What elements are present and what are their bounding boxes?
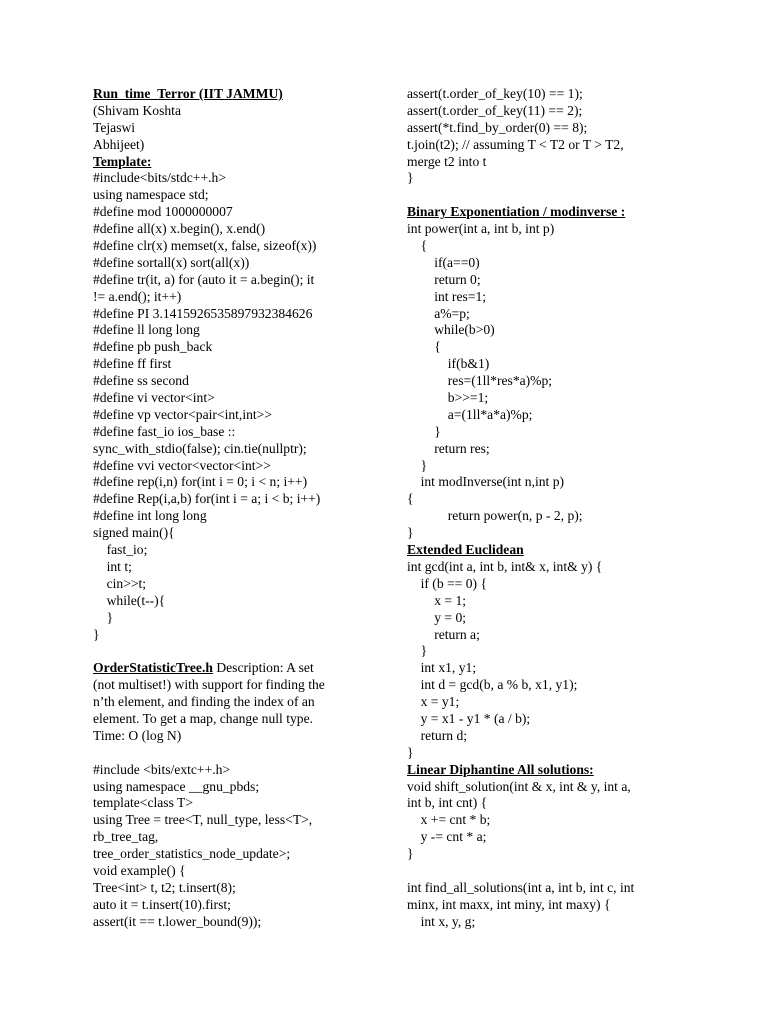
left-line: n’th element, and finding the index of an [93, 694, 315, 710]
left-line: #define all(x) x.begin(), x.end() [93, 221, 266, 237]
left-line: (not multiset!) with support for finding the [93, 677, 325, 693]
right-line: a%=p; [407, 305, 470, 321]
right-line: int find_all_solutions(int a, int b, int c, int [407, 879, 635, 895]
right-line: b>>=1; [407, 390, 489, 406]
right-line: } [407, 170, 414, 186]
right-line: while(b>0) [407, 322, 495, 338]
left-line: #define mod 1000000007 [93, 204, 233, 220]
left-line: element. To get a map, change null type. [93, 710, 314, 726]
left-line: #define clr(x) memset(x, false, sizeof(x)) [93, 238, 317, 254]
right-line: if(b&1) [407, 356, 490, 372]
right-line: return a; [407, 626, 480, 642]
left-line: Abhijeet) [93, 136, 145, 152]
left-line: auto it = t.insert(10).first; [93, 896, 231, 912]
left-line: using namespace __gnu_pbds; [93, 778, 260, 794]
left-line: void example() { [93, 862, 186, 878]
left-line: #define pb push_back [93, 339, 213, 355]
right-column [407, 86, 682, 931]
right-line: x += cnt * b; [407, 812, 491, 828]
left-line: #define fast_io ios_base :: [93, 423, 236, 439]
left-line: while(t--){ [93, 592, 166, 608]
left-line: #include <bits/extc++.h> [93, 761, 231, 777]
right-line: t.join(t2); // assuming T < T2 or T > T2, [407, 136, 624, 152]
left-line: fast_io; [93, 542, 148, 558]
left-line: #define vvi vector<vector<int>> [93, 457, 271, 473]
left-line: Tree<int> t, t2; t.insert(8); [93, 879, 236, 895]
right-line: int d = gcd(b, a % b, x1, y1); [407, 677, 578, 693]
left-line: cin>>t; [93, 575, 147, 591]
left-line: != a.end(); it++) [93, 288, 182, 304]
right-heading: Linear Diphantine All solutions: [407, 761, 594, 777]
left-description: Description: A set [216, 660, 314, 676]
left-line [93, 745, 373, 762]
left-line: #define ll long long [93, 322, 200, 338]
left-line: signed main(){ [93, 525, 175, 541]
left-line: #define Rep(i,a,b) for(int i = a; i < b; i++) [93, 491, 321, 507]
right-line: { [407, 491, 414, 507]
left-line: #include<bits/stdc++.h> [93, 170, 226, 186]
left-line: int t; [93, 558, 132, 574]
right-line: y = 0; [407, 609, 467, 625]
right-line [407, 863, 682, 880]
right-line: if(a==0) [407, 254, 480, 270]
left-line: #define ss second [93, 373, 189, 389]
left-heading: Template: [93, 153, 152, 169]
left-line: #define PI 3.1415926535897932384626 [93, 305, 313, 321]
right-line: int b, int cnt) { [407, 795, 488, 811]
left-heading: Run_time_Terror (IIT JAMMU) [93, 86, 283, 101]
right-line: x = 1; [407, 592, 467, 608]
left-line: (Shivam Koshta [93, 102, 181, 118]
left-line: using namespace std; [93, 187, 209, 203]
left-line [93, 643, 373, 660]
right-line: } [407, 744, 414, 760]
right-line: minx, int maxx, int miny, int maxy) { [407, 896, 611, 912]
left-line: using Tree = tree<T, null_type, less<T>, [93, 812, 313, 828]
left-line: assert(it == t.lower_bound(9)); [93, 913, 262, 929]
right-line: y = x1 - y1 * (a / b); [407, 710, 531, 726]
right-line: return res; [407, 440, 490, 456]
right-line: a=(1ll*a*a)%p; [407, 406, 533, 422]
right-line: } [407, 423, 441, 439]
left-line: #define sortall(x) sort(all(x)) [93, 254, 250, 270]
left-line: #define vp vector<pair<int,int>> [93, 406, 273, 422]
right-line: { [407, 339, 441, 355]
right-line: int x, y, g; [407, 913, 476, 929]
left-line: sync_with_stdio(false); cin.tie(nullptr); [93, 440, 307, 456]
left-line: Time: O (log N) [93, 727, 182, 743]
right-line: { [407, 238, 428, 254]
left-section-title: OrderStatisticTree.h [93, 660, 213, 676]
left-line: #define ff first [93, 356, 172, 372]
right-line: return 0; [407, 271, 481, 287]
right-line: assert(t.order_of_key(10) == 1); [407, 86, 583, 101]
left-line: #define int long long [93, 508, 207, 524]
left-line: tree_order_statistics_node_update>; [93, 846, 291, 862]
right-line: x = y1; [407, 694, 460, 710]
right-line: } [407, 643, 428, 659]
right-line: assert(*t.find_by_order(0) == 8); [407, 119, 588, 135]
right-line: int modInverse(int n,int p) [407, 474, 565, 490]
left-line: #define tr(it, a) for (auto it = a.begin(); it [93, 271, 315, 287]
left-column [93, 86, 373, 931]
left-line: Tejaswi [93, 119, 136, 135]
left-line: rb_tree_tag, [93, 829, 159, 845]
right-line: int gcd(int a, int b, int& x, int& y) { [407, 558, 603, 574]
left-line [93, 660, 373, 677]
right-line: int power(int a, int b, int p) [407, 221, 555, 237]
right-line: return power(n, p - 2, p); [407, 508, 583, 524]
right-heading: Extended Euclidean [407, 542, 524, 558]
left-line: #define vi vector<int> [93, 390, 215, 406]
right-line: int res=1; [407, 288, 487, 304]
right-line [407, 187, 682, 204]
left-line: template<class T> [93, 795, 194, 811]
right-heading: Binary Exponentiation / modinverse : [407, 204, 626, 220]
right-line: res=(1ll*res*a)%p; [407, 373, 553, 389]
right-line: int x1, y1; [407, 660, 477, 676]
left-line: } [93, 626, 100, 642]
right-line: } [407, 846, 414, 862]
right-line: if (b == 0) { [407, 575, 487, 591]
right-line: } [407, 525, 414, 541]
right-line: merge t2 into t [407, 153, 487, 169]
right-line: void shift_solution(int & x, int & y, int a, [407, 778, 631, 794]
left-line: } [93, 609, 114, 625]
right-line: assert(t.order_of_key(11) == 2); [407, 102, 583, 118]
right-line: return d; [407, 727, 468, 743]
right-line: } [407, 457, 428, 473]
right-line: y -= cnt * a; [407, 829, 487, 845]
left-line: #define rep(i,n) for(int i = 0; i < n; i++) [93, 474, 308, 490]
